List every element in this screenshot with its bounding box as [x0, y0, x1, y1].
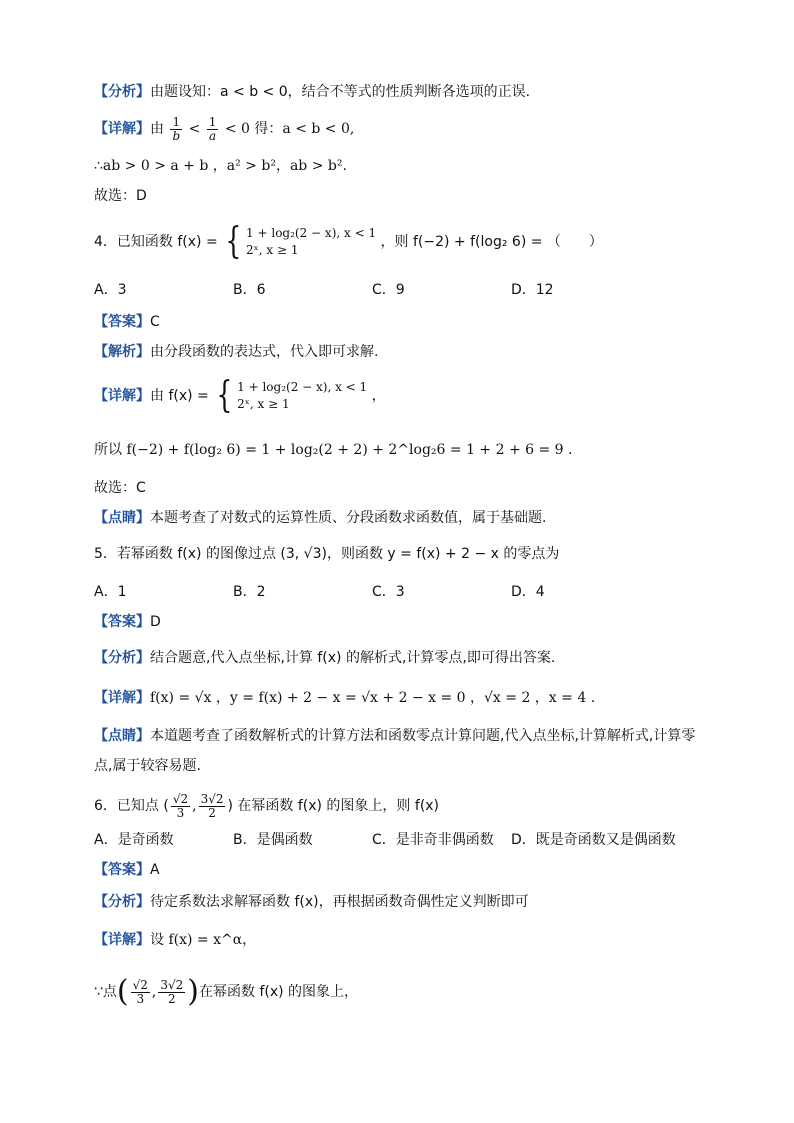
q4-detail-piecewise: { 1 + log₂(2 − x), x < 1 2ˣ, x ≥ 1 [216, 375, 368, 416]
q6-fraction-1: $\frac{√2}{3}$ [172, 791, 189, 820]
q3-analysis [94, 82, 734, 102]
q5-stem: 5．若幂函数 f(x) 的图像过点 (3, √3)，则函数 y = f(x) + 2 − x 的零点为 [94, 546, 560, 562]
detail-tag: 【详解】 [94, 121, 150, 137]
q3-therefore: ∴ab > 0 > a + b ，a² > b²，ab > b². [94, 158, 347, 174]
q3-fraction-2: $\frac{1}{a}$ [208, 114, 217, 143]
q5-detail: 【详解】f(x) = √x ，y = f(x) + 2 − x = √x + 2 − x = 0 ，√x = 2 ，x = 4 . [94, 690, 596, 706]
q5-comment-1: 【点睛】本道题考查了函数解析式的计算方法和函数零点计算问题,代入点坐标,计算解析式,计算零 [94, 728, 696, 744]
q5-option-a: A．1 [94, 584, 127, 600]
q5-option-c: C．3 [372, 584, 405, 600]
q6-point-fraction-2: $\frac{3√2}{2}$ [160, 977, 184, 1006]
q5-answer: 【答案】D [94, 614, 161, 630]
q6-point-fraction-1: $\frac{√2}{3}$ [132, 977, 148, 1006]
q5-comment-2: 点,属于较容易题. [94, 758, 201, 774]
q6-answer: 【答案】A [94, 862, 160, 878]
q4-answer: 【答案】C [94, 314, 160, 330]
q3-detail-pre: 由 [150, 121, 164, 137]
q6-option-a: A．是奇函数 [94, 832, 174, 848]
q4-piecewise: { 1 + log₂(2 − x), x < 1 2ˣ, x ≥ 1 [225, 221, 377, 262]
q6-option-c: C．是非奇非偶函数 [372, 832, 494, 848]
q4-parse: 【解析】由分段函数的表达式，代入即可求解. [94, 344, 379, 360]
q3-choice: 故选：D [94, 188, 147, 204]
q3-fraction-1: $\frac{1}{b}$ [172, 114, 181, 143]
q6-option-b: B．是偶函数 [233, 832, 313, 848]
q5-option-b: B．2 [233, 584, 266, 600]
q4-calc: 所以 f(−2) + f(log₂ 6) = 1 + log₂(2 + 2) + 2^log₂6 = 1 + 2 + 6 = 9 . [94, 442, 573, 458]
q5-option-d: D．4 [511, 584, 545, 600]
q5-options [94, 582, 545, 602]
q4-options [94, 280, 554, 300]
q6-option-d: D．既是奇函数又是偶函数 [511, 832, 676, 848]
q6-stem: 6．已知点 ( $\frac{√2}{3}$ , $\frac{3√2}{2}$ ) 在幂函数 f(x) 的图象上，则 f(x) [94, 791, 440, 820]
q6-point-line: ∵点( $\frac{√2}{3}$ , $\frac{3√2}{2}$ )在幂函数 f(x) 的图象上， [94, 974, 359, 1009]
q4-detail: 【详解】由 f(x) = { 1 + log₂(2 − x), x < 1 2ˣ, x ≥ 1 ， [94, 375, 386, 416]
q6-analysis: 【分析】待定系数法求解幂函数 f(x)，再根据函数奇偶性定义判断即可 [94, 894, 529, 910]
q4-option-b: B．6 [233, 282, 266, 298]
q4-option-a: A．3 [94, 282, 127, 298]
q4-stem: 4．已知函数 f(x) = { 1 + log₂(2 − x), x < 1 2ˣ, x ≥ 1 ，则 f(−2) + f(log₂ 6) = （ ） [94, 221, 603, 262]
q6-options [94, 830, 676, 850]
q5-analysis: 【分析】结合题意,代入点坐标,计算 f(x) 的解析式,计算零点,即可得出答案. [94, 650, 556, 666]
q6-fraction-2: $\frac{3√2}{2}$ [200, 791, 224, 820]
q4-option-d: D．12 [511, 282, 554, 298]
q3-detail-post: < 0 得：a < b < 0, [224, 121, 355, 137]
q4-comment: 【点睛】本题考查了对数式的运算性质、分段函数求函数值，属于基础题. [94, 510, 547, 526]
q4-choice: 故选：C [94, 480, 146, 496]
q6-detail: 【详解】设 f(x) = x^α， [94, 932, 257, 948]
q3-detail: 【详解】由 $\frac{1}{b}$ < $\frac{1}{a}$ < 0 得：a < b < 0, [94, 114, 355, 143]
q4-option-c: C．9 [372, 282, 405, 298]
q3-analysis-text: 由题设知：a < b < 0，结合不等式的性质判断各选项的正误. [150, 84, 531, 100]
analysis-tag: 【分析】 [94, 84, 150, 100]
